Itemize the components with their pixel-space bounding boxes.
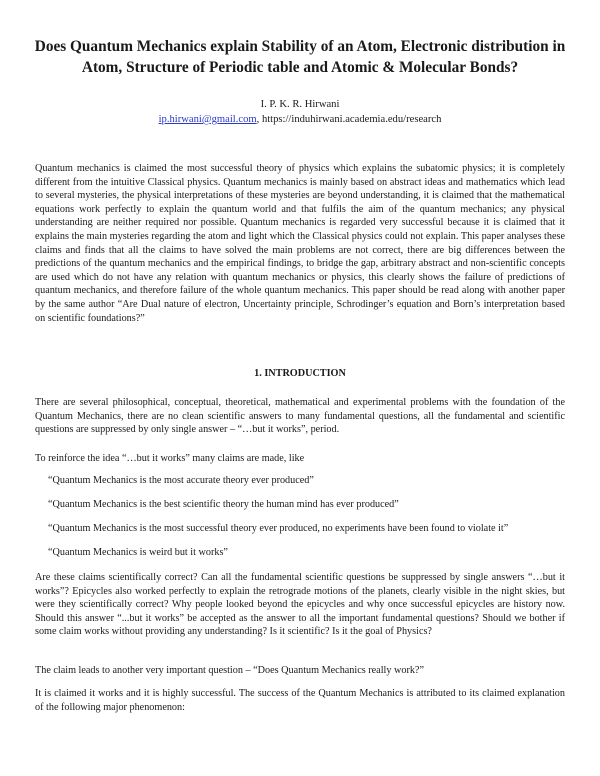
quote-4: “Quantum Mechanics is weird but it works” (48, 547, 228, 558)
intro-paragraph-2: To reinforce the idea “…but it works” many claims are made, like (35, 453, 305, 464)
author-email-link[interactable]: ip.hirwani@gmail.com (158, 114, 257, 125)
intro-paragraph-4: The claim leads to another very important question – “Does Quantum Mechanics really work?” (35, 665, 424, 676)
quote-3: “Quantum Mechanics is the most successful theory ever produced, no experiments have been found to violate it” (48, 523, 509, 534)
quote-1: “Quantum Mechanics is the most accurate theory ever produced” (48, 475, 314, 486)
author-name: I. P. K. R. Hirwani (260, 99, 340, 110)
abstract: Quantum mechanics is claimed the most successful theory of physics which explains the subatomic physics; it is completely different from the intuitive Classical physics. Quantum mechanics is mainly based on abstract ideas and mathematics which lead to several mysteries, the physical interpretations of these mysteries are beyond understanding, it is claimed that the mathematical equations work perfectly to explain the quantum world and that fulfils the aim of the quantum mechanics; any physical understanding are neither required nor possible. Quantum mechanics is regarded very successful because it is claimed that it explains the main mysteries regarding the atom and light which the Classical physics could not explain. This paper analyses these claims and finds that all the claims to have solved the main problems are not correct, there are big differences between the predictions of the quantum mechanics and the empirical findings, to bridge the gap, arbitrary abstract and non-scientific concepts are used which do not have any relation with quantum mechanics or physics, this clearly shows the failure of predictions of quantum mechanics, and therefore failure of the whole quantum mechanics. This paper should be read along with another paper by the same author “Are Dual nature of electron, Uncertainty principle, Schrodinger’s equation and Born’s interpretation based on scientific foundations?” (35, 163, 565, 324)
author-affiliation: , https://induhirwani.academia.edu/research (256, 114, 442, 125)
author-block (0, 97, 600, 127)
quote-2: “Quantum Mechanics is the best scientific theory the human mind has ever produced” (48, 499, 399, 510)
paper-title: Does Quantum Mechanics explain Stability of an Atom, Electronic distribution in Atom, Structure of Periodic table and Atomic & Molecular Bonds? (34, 38, 566, 76)
intro-paragraph-1: There are several philosophical, conceptual, theoretical, mathematical and experimental problems with the foundation of the Quantum Mechanics, there are no clean scientific answers to many fundamental questions, all the fundamental and scientific questions are suppressed by only single answer – “…but it works”, period. (35, 397, 565, 436)
intro-paragraph-5: It is claimed it works and it is highly successful. The success of the Quantum Mechanics is attributed to its claimed explanation of the following major phenomenon: (35, 688, 565, 713)
author-contact (0, 112, 600, 127)
intro-paragraph-3: Are these claims scientifically correct? Can all the fundamental scientific questions be suppressed by single answers “…but it works”? Epicycles also worked perfectly to explain the retrograde motions of the planets, clearly visible in the night skies, but were they scientifically correct? Why people looked beyond the epicycles and why once successful epicycles are history now. Should this answer “...but it works” be accepted as the answer to all the important fundamental questions? Should we bother if some claim works without providing any understanding? Is it scientific? Is it the goal of Physics? (35, 572, 565, 638)
section-heading: 1. INTRODUCTION (254, 368, 346, 379)
